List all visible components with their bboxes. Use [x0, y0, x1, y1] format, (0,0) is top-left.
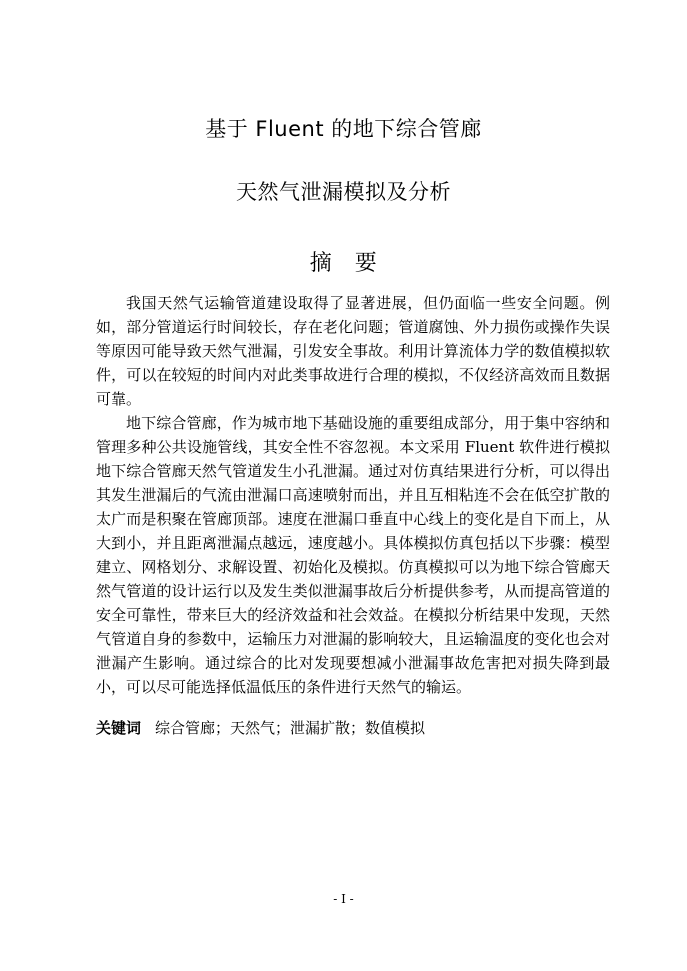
keywords-text: 综合管廊；天然气；泄漏扩散；数值模拟	[155, 719, 426, 737]
abstract-paragraph-2: 地下综合管廊，作为城市地下基础设施的重要组成部分，用于集中容纳和管理多种公共设施管线，其安全性不容忽视。本文采用 Fluent 软件进行模拟地下综合管廊天然气管道发生小孔泄漏。通过对仿真结果进行分析，可以得出其发生泄漏后的气流由泄漏口高速喷射而出，并且互相粘连不会在低空扩散的太广而是积聚在管廊顶部。速度在泄漏口垂直中心线上的变化是自下而上，从大到小，并且距离泄漏点越远，速度越小。具体模拟仿真包括以下步骤：模型建立、网格划分、求解设置、初始化及模拟。仿真模拟可以为地下综合管廊天然气管道的设计运行以及发生类似泄漏事故后分析提供参考，从而提高管道的安全可靠性，带来巨大的经济效益和社会效益。在模拟分析结果中发现，天然气管道自身的参数中，运输压力对泄漏的影响较大，且运输温度的变化也会对泄漏产生影响。通过综合的比对发现要想减小泄漏事故危害把对损失降到最小，可以尽可能选择低温低压的条件进行天然气的输运。	[96, 414, 610, 696]
title-line-2: 天然气泄漏模拟及分析	[236, 180, 451, 204]
keywords-label: 关键词	[96, 719, 142, 737]
keywords	[96, 716, 610, 740]
page-number: - I -	[333, 892, 354, 906]
abstract-paragraph-1: 我国天然气运输管道建设取得了显著进展，但仍面临一些安全问题。例如，部分管道运行时间较长，存在老化问题；管道腐蚀、外力损伤或操作失误等原因可能导致天然气泄漏，引发安全事故。利用计算流体力学的数值模拟软件，可以在较短的时间内对此类事故进行合理的模拟，不仅经济高效而且数据可靠。	[96, 294, 610, 408]
abstract-body	[96, 291, 610, 699]
abstract-heading: 摘 要	[309, 251, 378, 276]
title-line-1: 基于 Fluent 的地下综合管廊	[205, 117, 482, 141]
